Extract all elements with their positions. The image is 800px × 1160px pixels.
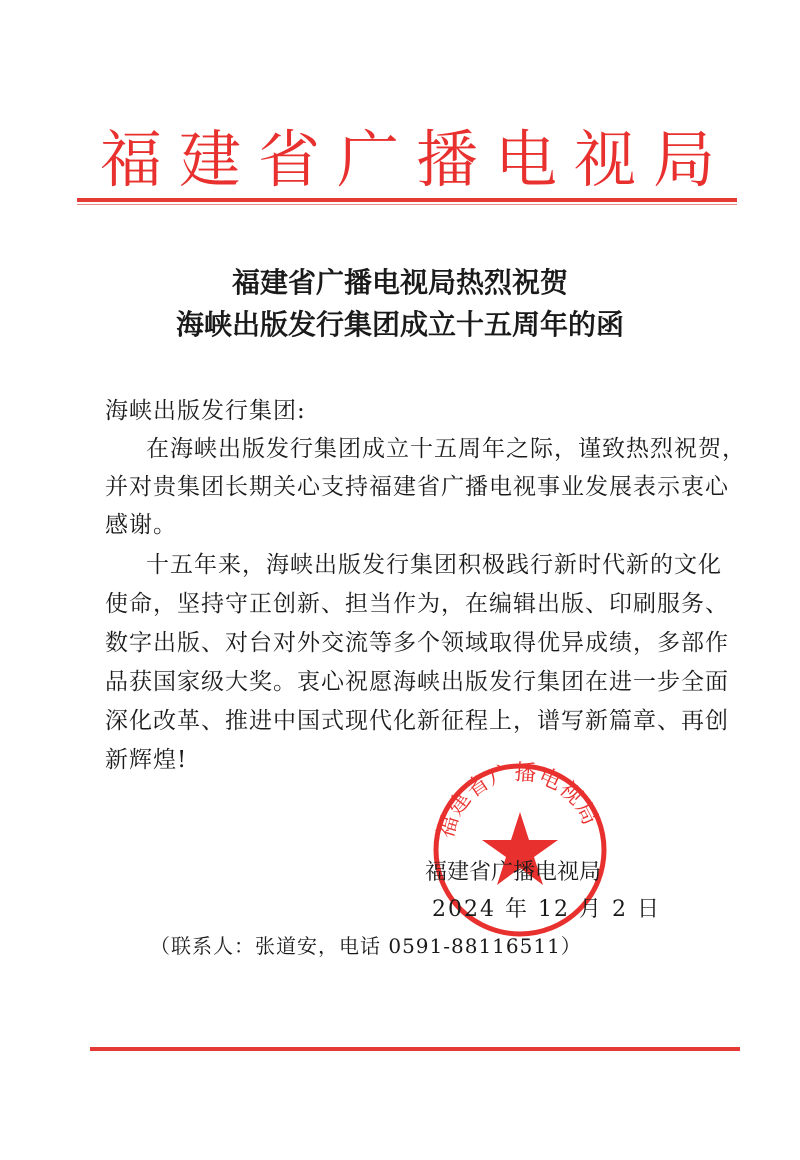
body-line: 十五年来，海峡出版发行集团积极践行新时代新的文化 [146,552,722,578]
letterhead-title: 福建省广播电视局 [100,123,733,196]
title-line-2: 海峡出版发行集团成立十五周年的函 [175,308,624,341]
signature-date: 2024 年 12 月 2 日 [432,897,661,922]
body-line: 感谢。 [105,512,177,538]
body-line: 新辉煌! [105,747,188,773]
body-line: 品获国家级大奖。衷心祝愿海峡出版发行集团在进一步全面 [105,669,729,695]
contact-info: （联系人：张道安，电话 0591-88116511） [150,934,582,958]
seal-text: 福建省广播电视局 [433,760,603,842]
header-divider-thin [77,204,737,205]
footer-divider [90,1047,740,1051]
body-line: 数字出版、对台对外交流等多个领域取得优异成绩，多部作 [105,630,729,656]
body-line: 并对贵集团长期关心支持福建省广播电视事业发展表示衷心 [105,474,729,500]
body-line: 深化改革、推进中国式现代化新征程上，谱写新篇章、再创 [105,708,729,734]
signature-org: 福建省广播电视局 [425,860,602,885]
title-line-1: 福建省广播电视局热烈祝贺 [231,266,568,299]
document-title [0,262,800,346]
salutation: 海峡出版发行集团: [105,398,306,424]
body-line: 在海峡出版发行集团成立十五周年之际，谨致热烈祝贺， [146,436,746,462]
header-divider [77,198,737,202]
body-line: 使命，坚持守正创新、担当作为，在编辑出版、印刷服务、 [105,591,729,617]
